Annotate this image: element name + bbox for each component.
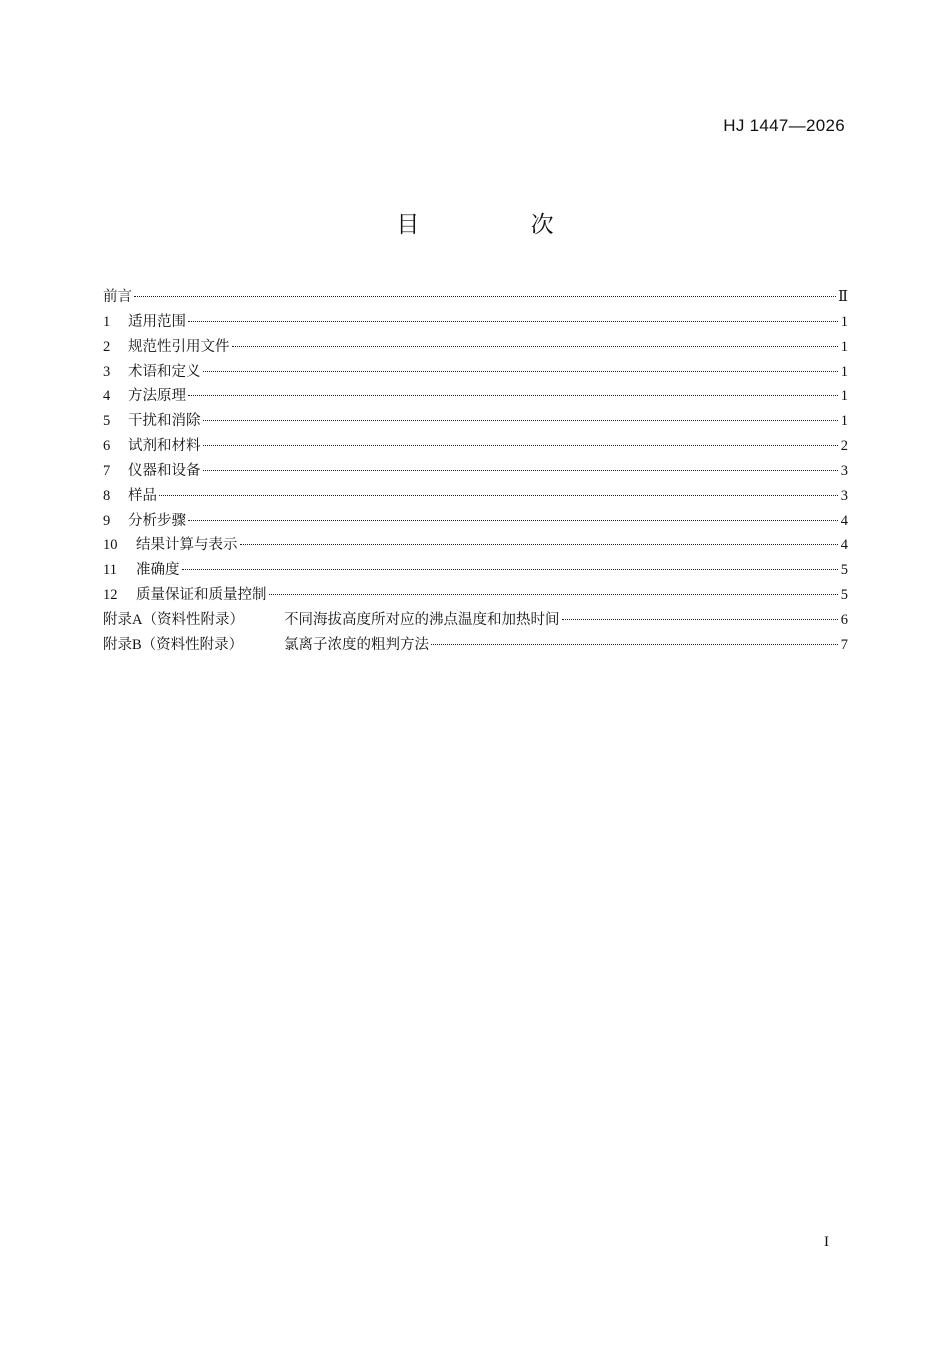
toc-entry-number: 4 <box>103 388 111 405</box>
toc-entry-page: 1 <box>840 363 848 380</box>
toc-entry-number: 7 <box>103 462 111 479</box>
toc-entry-number: 2 <box>103 338 111 355</box>
toc-entry-page: Ⅱ <box>838 289 848 305</box>
dot-leader <box>203 418 839 421</box>
toc-entry-label: 试剂和材料 <box>128 438 201 455</box>
dot-leader <box>134 294 836 297</box>
toc-entry-page: 5 <box>840 587 848 604</box>
dot-leader <box>203 369 839 372</box>
dot-leader <box>159 493 838 496</box>
toc-entry-page: 6 <box>840 611 848 628</box>
toc-entry-label: 准确度 <box>136 562 180 579</box>
toc-entry-8[interactable] <box>103 484 848 509</box>
dot-leader <box>562 617 839 620</box>
toc-entry-foreword[interactable] <box>103 285 848 310</box>
dot-leader <box>188 518 838 521</box>
toc-entry-label: 规范性引用文件 <box>128 338 230 355</box>
toc-entry-label: 干扰和消除 <box>128 413 201 430</box>
toc-entry-label: 氯离子浓度的粗判方法 <box>284 636 429 653</box>
toc-entry-page: 1 <box>840 413 848 430</box>
toc-entry-appendix-a[interactable] <box>103 608 848 633</box>
toc-entry-number: 12 <box>103 587 118 604</box>
dot-leader <box>232 344 839 347</box>
toc-entry-label: 样品 <box>128 487 157 504</box>
toc-entry-page: 1 <box>840 313 848 330</box>
toc-entry-9[interactable] <box>103 509 848 534</box>
toc-entry-label: 适用范围 <box>128 313 186 330</box>
toc-entry-number: 11 <box>103 562 117 579</box>
toc-entry-label: 方法原理 <box>128 388 186 405</box>
dot-leader <box>203 443 839 446</box>
standard-number: HJ 1447—2026 <box>723 116 845 135</box>
toc-entry-6[interactable] <box>103 434 848 459</box>
toc-entry-4[interactable] <box>103 384 848 409</box>
toc-entry-2[interactable] <box>103 335 848 360</box>
toc-entry-page: 1 <box>840 338 848 355</box>
toc-entry-number: 3 <box>103 363 111 380</box>
toc-entry-number: 5 <box>103 413 111 430</box>
toc-entry-label: 术语和定义 <box>128 363 201 380</box>
toc-entry-number: 1 <box>103 313 111 330</box>
toc-entry-label: 前言 <box>103 289 132 305</box>
toc-entry-10[interactable] <box>103 533 848 558</box>
toc-entry-page: 3 <box>840 487 848 504</box>
dot-leader <box>203 468 839 471</box>
table-of-contents <box>103 285 848 658</box>
dot-leader <box>188 319 838 322</box>
page-number: I <box>824 1234 829 1250</box>
toc-entry-label: 不同海拔高度所对应的沸点温度和加热时间 <box>284 611 560 628</box>
toc-entry-page: 7 <box>840 636 848 653</box>
appendix-prefix: 附录B（资料性附录） <box>103 636 244 653</box>
appendix-prefix: 附录A（资料性附录） <box>103 611 244 628</box>
toc-entry-page: 3 <box>840 462 848 479</box>
toc-entry-label: 仪器和设备 <box>128 462 201 479</box>
toc-entry-3[interactable] <box>103 360 848 385</box>
dot-leader <box>182 567 839 570</box>
toc-entry-number: 6 <box>103 438 111 455</box>
toc-title: 目 次 <box>396 212 606 238</box>
dot-leader <box>431 642 838 645</box>
toc-entry-page: 1 <box>840 388 848 405</box>
dot-leader <box>188 393 838 396</box>
toc-entry-12[interactable] <box>103 583 848 608</box>
toc-entry-label: 分析步骤 <box>128 512 186 529</box>
toc-entry-page: 2 <box>840 438 848 455</box>
toc-entry-label: 质量保证和质量控制 <box>136 587 267 604</box>
toc-entry-appendix-b[interactable] <box>103 633 848 658</box>
toc-entry-page: 4 <box>840 512 848 529</box>
toc-entry-page: 5 <box>840 562 848 579</box>
toc-entry-number: 8 <box>103 487 111 504</box>
toc-entry-7[interactable] <box>103 459 848 484</box>
toc-entry-1[interactable] <box>103 310 848 335</box>
toc-entry-11[interactable] <box>103 558 848 583</box>
toc-entry-5[interactable] <box>103 409 848 434</box>
dot-leader <box>240 542 839 545</box>
toc-entry-number: 9 <box>103 512 111 529</box>
toc-entry-label: 结果计算与表示 <box>136 537 238 554</box>
dot-leader <box>269 592 839 595</box>
toc-entry-number: 10 <box>103 537 118 554</box>
toc-entry-page: 4 <box>840 537 848 554</box>
